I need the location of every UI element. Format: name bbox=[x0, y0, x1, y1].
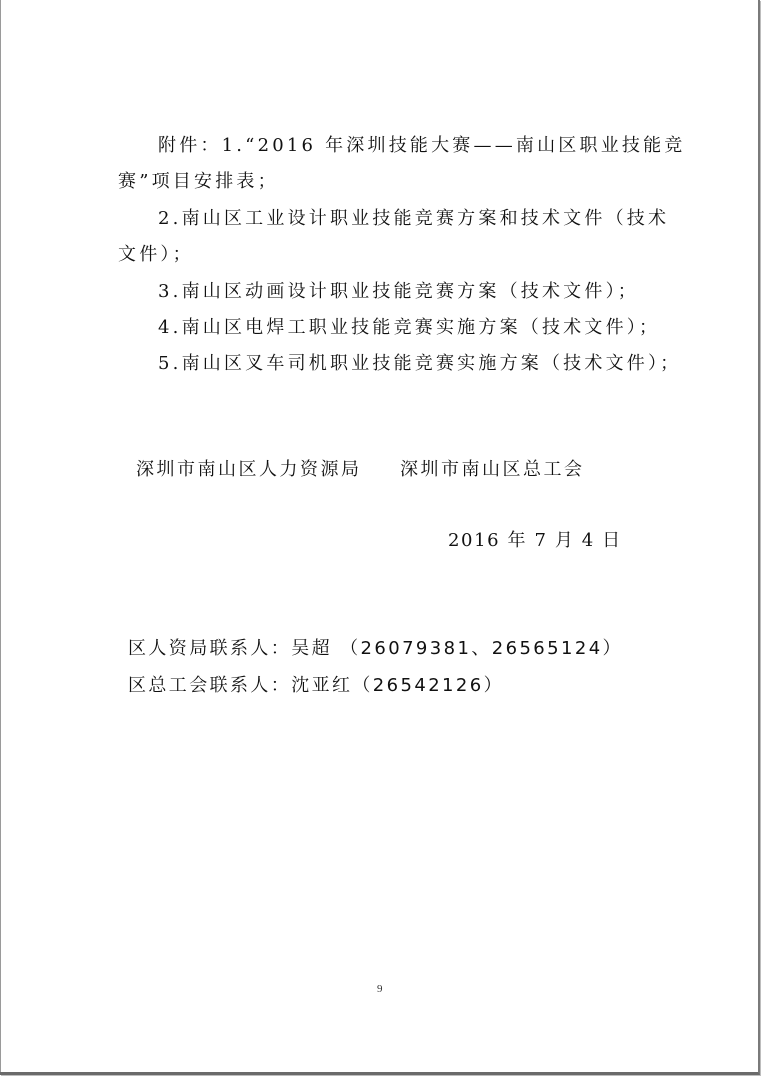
attachment-item-4: 4.南山区电焊工职业技能竞赛实施方案（技术文件）； bbox=[158, 317, 661, 338]
attachment-item-1-line-2: 赛”项目安排表； bbox=[118, 171, 279, 192]
hr-contact-line: 区人资局联系人：吴超 （26079381、26565124） bbox=[128, 638, 623, 659]
signature-date: 2016 年 7 月 4 日 bbox=[448, 530, 622, 551]
union-contact-line: 区总工会联系人：沈亚红（26542126） bbox=[128, 675, 505, 696]
attachment-item-2-line-1: 2.南山区工业设计职业技能竞赛方案和技术文件（技术 bbox=[158, 208, 670, 229]
attachment-item-5: 5.南山区叉车司机职业技能竞赛实施方案（技术文件）； bbox=[158, 353, 682, 374]
attachment-item-3: 3.南山区动画设计职业技能竞赛方案（技术文件）； bbox=[158, 281, 639, 302]
attachment-item-1-line-1: 附件：1.“2016 年深圳技能大赛——南山区职业技能竞 bbox=[158, 135, 686, 156]
page-left-border bbox=[0, 0, 1, 1072]
page-number: 9 bbox=[377, 983, 383, 995]
signature-hr-bureau: 深圳市南山区人力资源局 bbox=[136, 459, 362, 480]
signature-trade-union: 深圳市南山区总工会 bbox=[400, 459, 585, 480]
attachment-item-2-line-2: 文件）； bbox=[118, 244, 194, 265]
